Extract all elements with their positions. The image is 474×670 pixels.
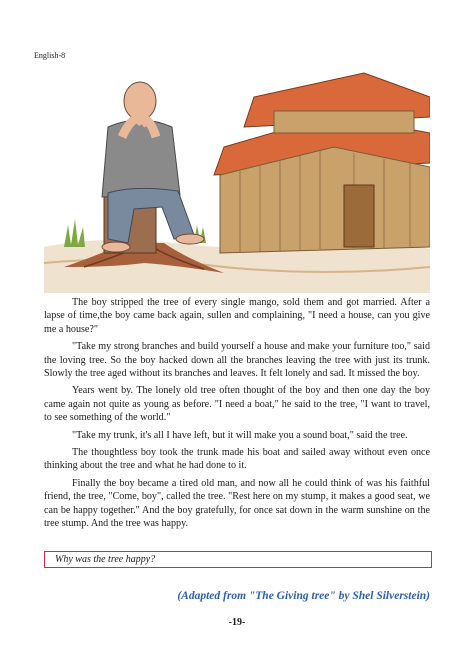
paragraph: Years went by. The lonely old tree often thought of the boy and then one day the boy came again not quite as young as before. "I need a boat," he said to the tree, "I want to travel, to see something of the world." — [44, 385, 430, 424]
paragraph: "Take my strong branches and build yourself a house and make your furniture too," said the loving tree. So the boy hacked down all the branches leaving the tree with just its trunk. Slowly the tree aged without its branches and leaves. It felt lonely and sad. It missed the boy. — [44, 341, 430, 380]
paragraph: The thoughtless boy took the trunk made his boat and sailed away without even once thinking about the tree and what he had done to it. — [44, 447, 430, 472]
story-illustration — [44, 67, 430, 293]
source-citation: (Adapted from "The Giving tree" by Shel Silverstein) — [177, 590, 430, 602]
paragraph: "Take my trunk, it's all I have left, but it will make you a sound boat," said the tree. — [72, 429, 408, 441]
paragraph: Finally the boy became a tired old man, and now all he could think of was his faithful friend, the tree, "Come, boy", called the tree. "Rest here on my stump, it makes a good seat, we can be happy together." And the boy gratefully, for once sat down in the warm sunshine on the tree stump. And the tree was happy. — [44, 477, 430, 530]
paragraph: The boy stripped the tree of every single mango, sold them and got married. After a lapse of time,the boy came back again, sullen and complaining, "I need a house, can you give me a house?" — [44, 297, 430, 335]
story-text — [44, 296, 430, 535]
wooden-house — [214, 73, 430, 253]
page-header: English-8 — [34, 51, 66, 60]
page-number: -19- — [228, 617, 246, 628]
question-box: Why was the tree happy? — [44, 551, 432, 568]
